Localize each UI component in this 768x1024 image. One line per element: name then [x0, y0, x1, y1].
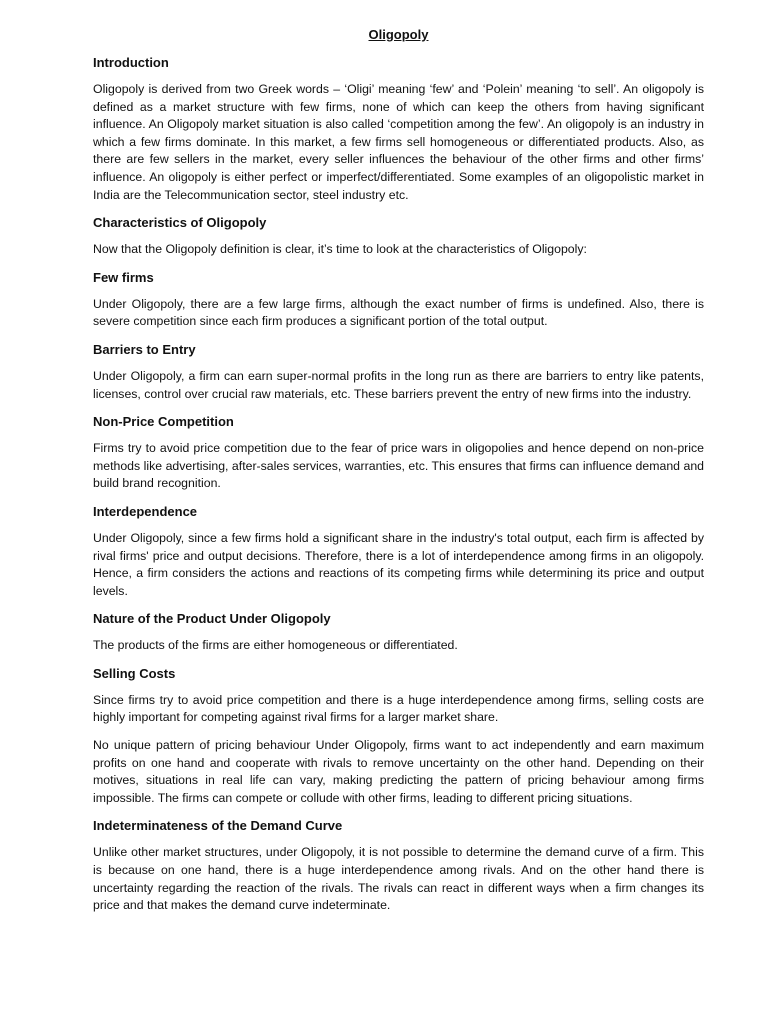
section-introduction	[93, 54, 704, 204]
section-paragraph: No unique pattern of pricing behaviour Under Oligopoly, firms want to act independently and earn maximum profits on one hand and cooperate with rivals to remove uncertainty on the other hand. Depending on their motives, situations in real life can vary, making predicting the pattern of pricing behaviour among firms impossible. The firms can compete or collude with other firms, leading to different pricing situations.	[93, 738, 704, 805]
section-few-firms	[93, 269, 704, 331]
document-title: Oligopoly	[368, 27, 429, 42]
section-heading: Introduction	[93, 55, 169, 70]
section-heading: Interdependence	[93, 503, 198, 519]
document-page	[93, 26, 704, 925]
section-heading: Characteristics of Oligopoly	[93, 215, 267, 231]
section-heading: Nature of the Product Under Oligopoly	[93, 611, 331, 627]
section-selling-costs	[93, 665, 704, 808]
section-paragraph: Since firms try to avoid price competition and there is a huge interdependence among firms, selling costs are highly important for competing against rival firms for a larger market share.	[93, 692, 704, 725]
section-paragraph: Under Oligopoly, there are a few large firms, although the exact number of firms is undefined. Also, there is severe competition since each firm produces a significant portion of the total output.	[93, 296, 704, 329]
section-characteristics	[93, 214, 704, 259]
section-heading: Barriers to Entry	[93, 341, 196, 357]
section-interdependence	[93, 503, 704, 600]
section-paragraph: Now that the Oligopoly definition is clear, it’s time to look at the characteristics of Oligopoly:	[93, 242, 587, 257]
section-heading: Few firms	[93, 269, 154, 285]
section-non-price-competition	[93, 413, 704, 493]
section-paragraph: Under Oligopoly, since a few firms hold a significant share in the industry's total output, each firm is affected by rival firms' price and output decisions. Therefore, there is a lot of interdependence among firms in an oligopoly. Hence, a firm considers the actions and reactions of its competing firms while determining its price and output levels.	[93, 530, 704, 598]
section-paragraph: The products of the firms are either homogeneous or differentiated.	[93, 638, 458, 653]
section-paragraph: Firms try to avoid price competition due to the fear of price wars in oligopolies and hence depend on non-price methods like advertising, after-sales services, warranties, etc. This ensures that firms can influence demand and build brand recognition.	[93, 441, 704, 491]
section-heading: Selling Costs	[93, 665, 176, 681]
section-nature-of-product	[93, 610, 704, 655]
section-paragraph: Unlike other market structures, under Oligopoly, it is not possible to determine the demand curve of a firm. This is because on one hand, there is a huge interdependence among rivals. And on the other hand there is uncertainty regarding the reaction of the rivals. The rivals can react in different ways when a firm changes its price and that makes the demand curve indeterminate.	[93, 845, 704, 913]
section-demand-curve	[93, 817, 704, 914]
section-heading: Non-Price Competition	[93, 414, 234, 430]
section-heading: Indeterminateness of the Demand Curve	[93, 818, 343, 834]
section-paragraph: Oligopoly is derived from two Greek words – ‘Oligi’ meaning ‘few’ and ‘Polein’ meaning ‘to sell’. An oligopoly is defined as a market structure with few firms, none of which can keep the others from having significant influence. An Oligopoly market situation is also called ‘competition among the few’. An oligopoly is an industry in which a few firms dominate. In this market, a few firms sell homogeneous or differentiated products. Also, as there are few sellers in the market, every seller influences the behaviour of the other firms and other firms’ influence. An oligopoly is either perfect or imperfect/differentiated. Some examples of an oligopolistic market in India are the Telecommunication sector, steel industry etc.	[93, 82, 704, 202]
section-barriers-to-entry	[93, 341, 704, 403]
section-paragraph: Under Oligopoly, a firm can earn super-normal profits in the long run as there are barriers to entry like patents, licenses, control over crucial raw materials, etc. These barriers prevent the entry of new firms into the industry.	[93, 368, 704, 401]
